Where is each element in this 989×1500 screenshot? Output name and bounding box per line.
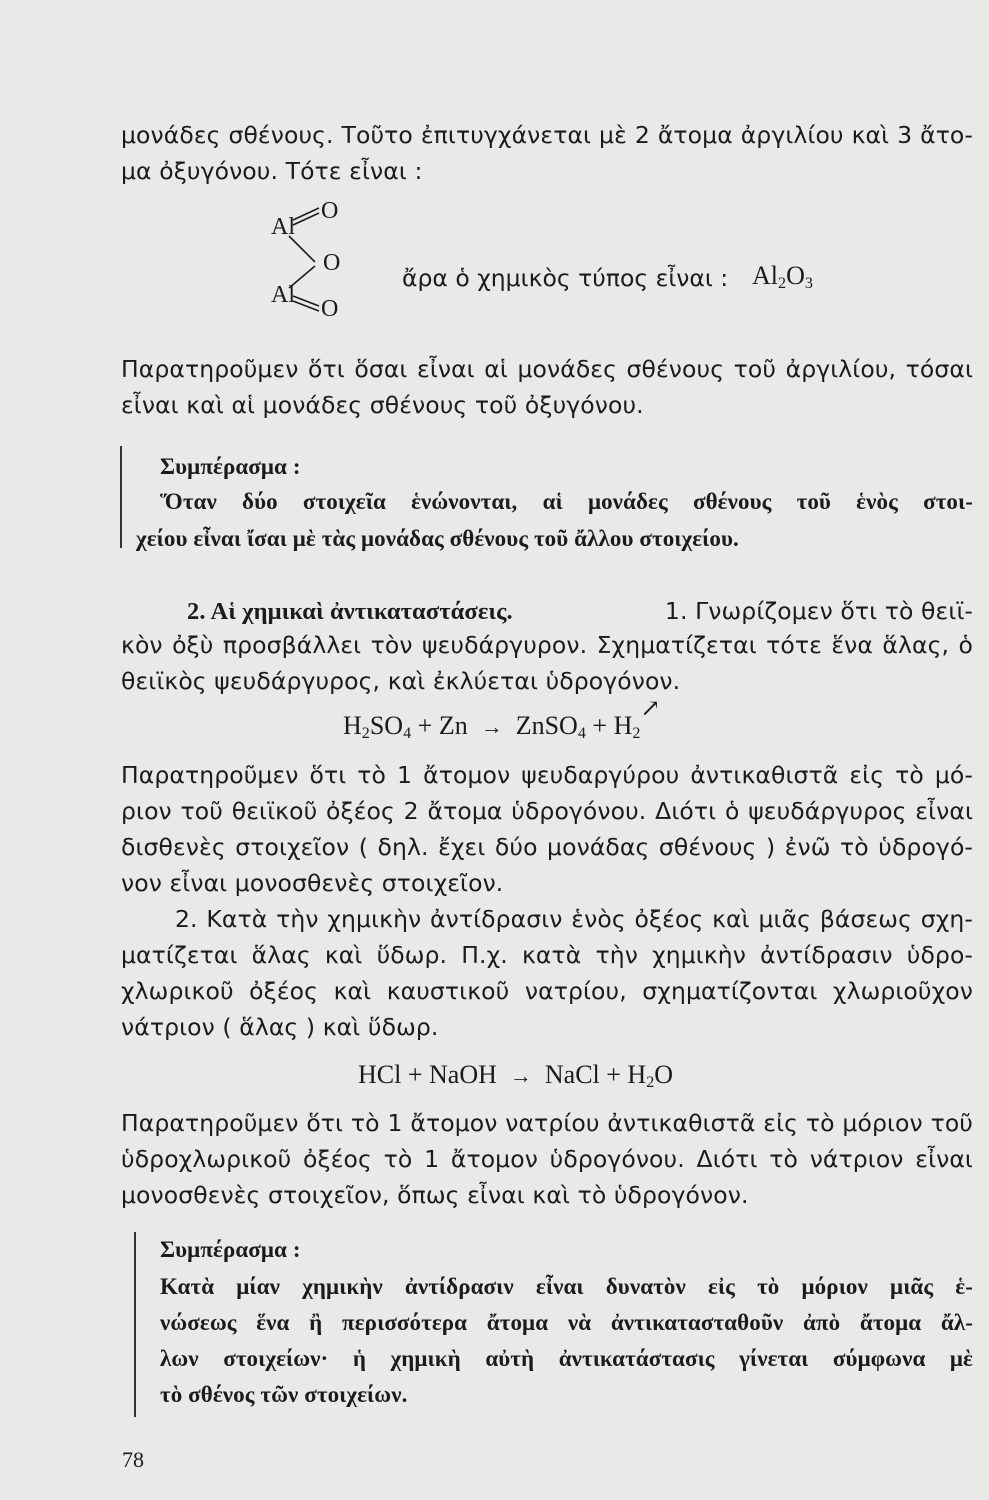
text-line: 2. Κατὰ τὴν χημικὴν ἀντίδρασιν ἑνὸς ὀξέος καὶ μιᾶς βάσεως σχη- <box>175 905 973 933</box>
conclusion-line: νώσεως ἕνα ἢ περισσότερα ἄτομα νὰ ἀντικατασταθοῦν ἀπὸ ἄτομα ἄλ- <box>160 1310 973 1335</box>
text-line: Παρατηροῦμεν ὅτι τὸ 1 ἄτομον ψευδαργύρου ἀντικαθιστᾶ εἰς τὸ μό- <box>121 761 973 789</box>
al-atom-top: Al <box>271 214 295 240</box>
conclusion-line: λων στοιχείων· ἡ χημικὴ αὐτὴ ἀντικατάστασις γίνεται σύμφωνα μὲ <box>160 1346 973 1371</box>
al-atom-bottom: Al <box>271 282 295 308</box>
text-line: χλωρικοῦ ὀξέος καὶ καυστικοῦ νατρίου, σχηματίζονται χλωριοῦχον <box>121 977 973 1005</box>
page-number: 78 <box>122 1447 144 1472</box>
text-line: δισθενὲς στοιχεῖον ( δηλ. ἔχει δύο μονάδας σθένους ) ἐνῶ τὸ ὑδρογό- <box>121 833 973 861</box>
structural-formula <box>255 200 375 320</box>
text-line: νον εἶναι μονοσθενὲς στοιχεῖον. <box>121 869 504 897</box>
text-line: μονάδες σθένους. Τοῦτο ἐπιτυγχάνεται μὲ 2 ἄτομα ἀργιλίου καὶ 3 ἄτο- <box>121 121 973 149</box>
section-heading: 2. Αἱ χημικαὶ ἀντικαταστάσεις. <box>187 598 513 625</box>
text-line: μα ὀξυγόνου. Τότε εἶναι : <box>121 157 423 185</box>
margin-bar <box>134 1232 136 1417</box>
text-line: Παρατηροῦμεν ὅτι τὸ 1 ἄτομον νατρίου ἀντικαθιστᾶ εἰς τὸ μόριον τοῦ <box>121 1109 973 1137</box>
arrow: → <box>480 714 503 739</box>
arrow: → <box>509 1063 532 1088</box>
o-atom-top: O <box>321 198 339 224</box>
o-atom-bottom: O <box>321 296 339 322</box>
gas-arrow: ↗ <box>640 696 661 722</box>
text-line: Παρατηροῦμεν ὅτι ὅσαι εἶναι αἱ μονάδες σθένους τοῦ ἀργιλίου, τόσαι <box>121 355 973 383</box>
equation-hcl-naoh: HCl + NaOH → NaCl + $H_2O$ <box>358 1060 674 1092</box>
text-line: νάτριον ( ἅλας ) καὶ ὕδωρ. <box>121 1013 439 1041</box>
o-atom-middle: O <box>323 250 341 276</box>
section-heading-line <box>187 597 973 625</box>
margin-bar <box>120 446 122 548</box>
text-line: ματίζεται ἅλας καὶ ὕδωρ. Π.χ. κατὰ τὴν χημικὴν ἀντίδρασιν ὑδρο- <box>121 941 973 969</box>
conclusion-line: Ὅταν δύο στοιχεῖα ἑνώνονται, αἱ μονάδες σθένους τοῦ ἑνὸς στοι- <box>160 489 973 514</box>
conclusion-line: τὸ σθένος τῶν στοιχείων. <box>160 1382 408 1407</box>
conclusion-heading: Συμπέρασμα : <box>160 454 301 479</box>
conclusion-line: Κατὰ μίαν χημικὴν ἀντίδρασιν εἶναι δυνατὸν εἰς τὸ μόριον μιᾶς ἑ- <box>160 1274 973 1299</box>
text-line: εἶναι καὶ αἱ μονάδες σθένους τοῦ ὀξυγόνου. <box>121 391 644 419</box>
text-line: μονοσθενὲς στοιχεῖον, ὅπως εἶναι καὶ τὸ ὑδρογόνον. <box>121 1181 749 1209</box>
formula-caption: ἄρα ὁ χημικὸς τύπος εἶναι : <box>402 264 729 292</box>
text-line: ὑδροχλωρικοῦ ὀξέος τὸ 1 ἄτομον ὑδρογόνου. Διότι τὸ νάτριον εἶναι <box>121 1145 973 1173</box>
text-line: θειϊκὸς ψευδάργυρος, καὶ ἐκλύεται ὑδρογόνον. <box>121 667 681 695</box>
text-line: κὸν ὀξὺ προσβάλλει τὸν ψευδάργυρον. Σχηματίζεται τότε ἕνα ἅλας, ὁ <box>121 631 973 659</box>
equation-zn-h2so4: $H_2SO_4 + Zn$ → ZnSO$_4$ + $H_2↗$ <box>343 696 661 743</box>
text-line: 1. Γνωρίζομεν ὅτι τὸ θειϊ- <box>664 597 973 625</box>
text-line: ριον τοῦ θειϊκοῦ ὀξέος 2 ἄτομα ὑδρογόνου. Διότι ὁ ψευδάργυρος εἶναι <box>121 797 973 825</box>
conclusion-line: χείου εἶναι ἴσαι μὲ τὰς μονάδας σθένους τοῦ ἄλλου στοιχείου. <box>136 526 739 551</box>
formula-al2o3: $Al_2O_3$ <box>752 261 813 293</box>
conclusion-heading: Συμπέρασμα : <box>160 1237 301 1262</box>
